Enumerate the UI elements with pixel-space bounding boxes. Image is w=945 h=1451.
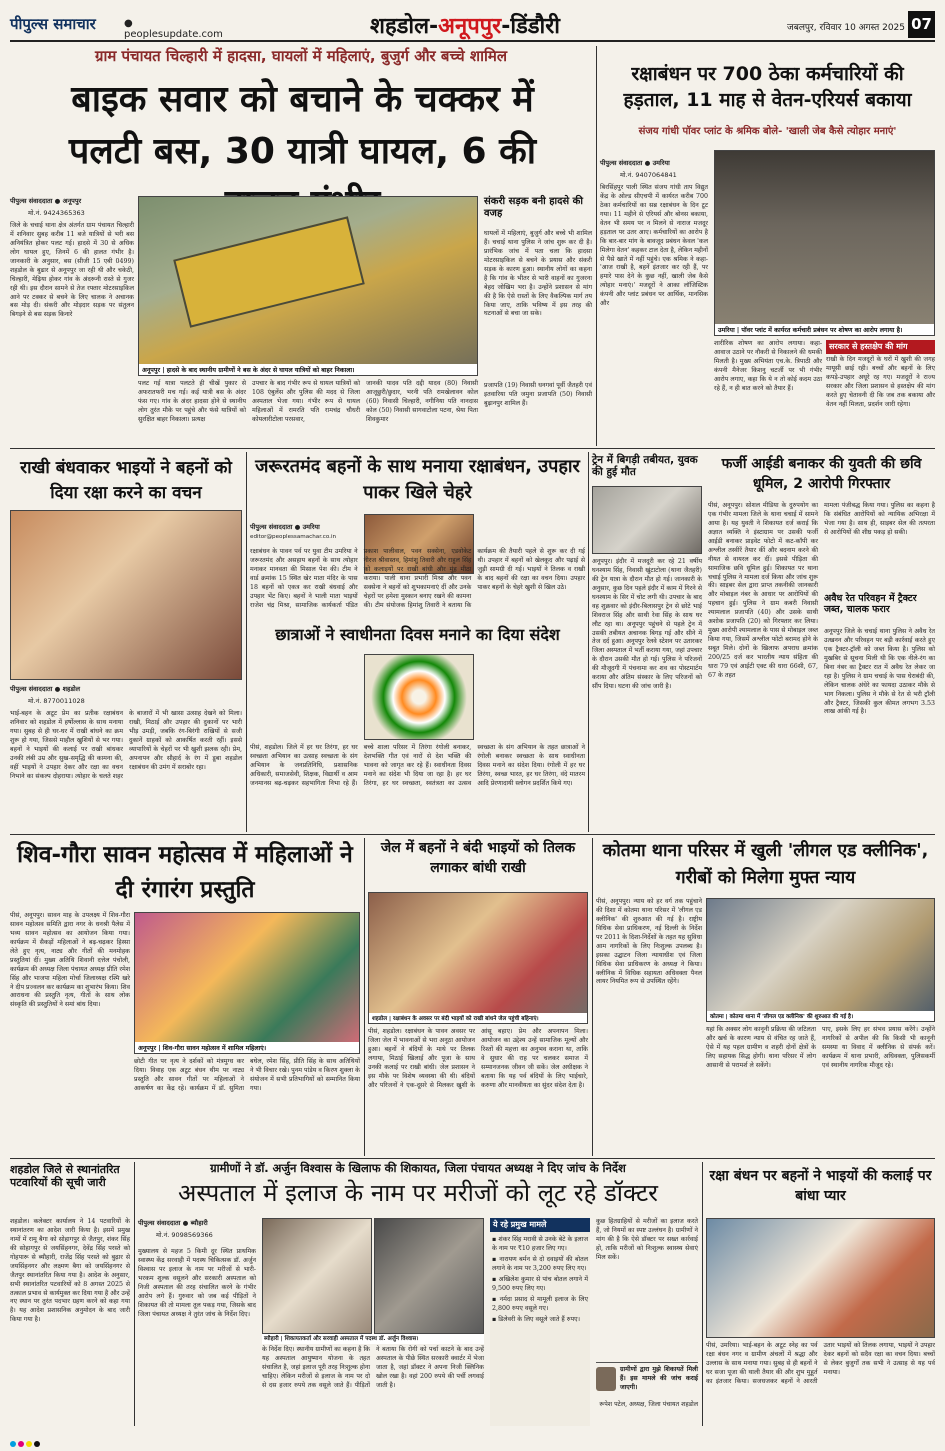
doctor-story xyxy=(138,1162,698,1426)
death-headline: ट्रेन में बिगड़ी तबीयत, युवक की हुई मौत xyxy=(592,454,698,479)
edition-part2: अनूपपुर xyxy=(438,14,502,39)
date-line: जबलपुर, रविवार 10 अगस्त 2025 xyxy=(787,23,905,33)
brand-name: पीपुल्स समाचार xyxy=(10,15,96,33)
students-headline: छात्राओं ने स्वाधीनता दिवस मनाने का दिया संदेश xyxy=(275,625,560,644)
bus-col4: जानकी यादव पति दद्दी यादव (80) निवासी आजूछुरी/छुदार, भरनी पति रामखेलावन कोल (60) निवासी चिल्हारी, नगीनिया पति नानदास कोल (50) निवासी सागवाटोला पटना, श्रेया पिता शिवकुमार xyxy=(366,380,478,423)
doctor-box-list xyxy=(492,1236,588,1426)
strike-deck: संजय गांधी पॉवर प्लांट के श्रमिक बोले- 'खाली जेब कैसे त्योहार मनाएं' xyxy=(638,126,897,137)
tractor-text: अनूपपुर जिले के चचाई थाना पुलिस ने अवैध रेत उत्खनन और परिवहन पर बड़ी कार्रवाई करते हुए एक ट्रैक्टर-ट्रॉली को जब्त किया है। पुलिस को मुखबिर से सूचना मिली थी कि एक नीले-रंग का बिना नंबर का ट्रैक्टर रात में अवैध रेत लेकर जा रहा है। पुलिस ने ग्राम चचाई के पास घेराबंदी की, लेकिन चालक अंधेरे का फायदा उठाकर मौके से भाग निकला। पुलिस ने मौके से रेत से भरी ट्रॉली और ट्रैक्टर, जिसकी कुल कीमत लगभग 3.53 लाख आंकी गई है। xyxy=(824,628,935,716)
patwari-headline: शहडोल जिले से स्थानांतरित पटवारियों की सूची जारी xyxy=(10,1163,120,1189)
doctor-mobile: मो.नं. 9098569366 xyxy=(156,1231,213,1239)
shiv-text: पीसं, अनूपपुर। सावन माह के उपलक्ष्य में शिव-गौरा सावन महोत्सव समिति द्वारा नगर के धनश्री पैलेस में भव्य सावन महोत्सव का आयोजन किया गया। कार्यक्रम में सैकड़ों महिलाओं ने बढ़-चढ़कर हिस्सा लेते हुए नृत्य, नाट्य और गीतों की मनमोहक प्रस्तुतियां दीं। मुख्य अतिथि शिवानी दत्तेल पंचोली, कार्यक्रम की अध्यक्ष जिला पंचायत अध्यक्ष प्रीति रमेश सिंह और भाजपा महिला मोर्चा जिलाध्यक्ष रश्मि खरे ने दीप प्रज्वलन कर कार्यक्रम का शुभारंभ किया। शिव आराधना की प्रस्तुति नृत्य, गीतों के साथ लोक संस्कृति की प्रस्तुतियों ने समां बांध दिया। xyxy=(10,912,130,1009)
shiv-text2: छोटी गीत पर नृत्य ने दर्शकों को मंत्रमुग्ध कर दिया। विवाह एक अटूट बंधन थीम पर नाट्य प्रस्तुति और सावन गीतों पर महिलाओं ने आकर्षण का केंद्र रहे। कार्यक्रम में डॉ. सुमिता बघेल, रमेश सिंह, प्रीति सिंह के साथ अतिथियों ने भी विचार रखे। पुनम पांडेय व किरण शुक्ला के संयोजन में सभी प्रतिभागियों को सम्मानित किया गया। xyxy=(134,1058,360,1092)
doctor-quote-text: ग्रामीणों द्वारा मुझे शिकायतें मिली हैं। इस मामले की जांच कराई जाएगी। xyxy=(620,1366,698,1391)
legal-text3: पाए, इसके लिए हर संभव प्रयास करेंगे। उन्होंने नागरिकों से अपील की कि किसी भी कानूनी समस्या या विवाद में क्लीनिक से संपर्क करें। कार्यक्रम में थाना प्रभारी, अधिवक्ता, पुलिसकर्मी एवं स्थानीय नागरिक मौजूद रहे। xyxy=(822,1026,935,1069)
jail-headline: जेल में बहनों ने बंदी भाइयों को तिलक लगाकर बांधी राखी xyxy=(380,840,576,877)
rakhi-story xyxy=(10,452,242,832)
students-text: पीसं, शहडोल। जिले में हर घर तिरंगा, हर घर स्वच्छता अभियान का उत्साह स्वच्छता के संग अभियान के जनप्रतिनिधि, प्रशासनिक अधिकारी, समाजसेवी, शिक्षक, विद्यार्थी व आम जनमानस बढ़-चढ़कर सहभागिता निभा रहे हैं। बच्चे शाला परिसर में तिरंगा रंगोली बनाकर, देशभक्ति गीत एवं नारों से देश भक्ति की भावना को जागृत कर रहे हैं। स्वाधीनता दिवस मनाने का संदेश भी दिया जा रहा है। हर घर तिरंगा, हर घर स्वच्छता, स्वतंत्रता का उत्सव स्वच्छता के संग अभियान के तहत छात्राओं ने रंगोली बनाकर स्वच्छता के साथ स्वाधीनता दिवस मनाने का संदेश दिया। रंगोली में हर घर तिरंगा, स्वच्छ भारत, हर घर तिरंगा, वंदे मातरम आदि प्रेरणादायी स्लोगन प्रदर्शित किये गए। xyxy=(250,744,585,787)
strike-box-head: सरकार से हस्तक्षेप की मांग xyxy=(826,340,935,354)
rakhi-text: भाई-बहन के अटूट प्रेम का प्रतीक रक्षाबंधन शनिवार को शहडोल में हर्षोल्लास के साथ मनाया गया। सुबह से ही घर-घर में राखी बांधने का क्रम शुरू हो गया, जिससे माहौल खुशियों से भर गया। बहनों ने भाइयों की कलाई पर राखी बांधकर उनकी लंबी उम्र और सुख-समृद्धि की कामना की, वहीं भाइयों ने उपहार देकर और रक्षा का वचन निभाने का संकल्प दोहराया। त्योहार के चलते शहर के बाजारों में भी खासा उत्साह देखने को मिला। राखी, मिठाई और उपहार की दुकानों पर भारी भीड़ उमड़ी, जबकि रंग-बिरंगी राखियों से सजी दुकानें ग्राहकों को आकर्षित करती रहीं। इससे व्यापारियों के चेहरों पर भी खुशी झलक रही। प्रेम, अपनापन और सौहार्द के रंग में डूबा शहडोल रक्षाबंधन की उमंग में सराबोर रहा। xyxy=(10,710,242,780)
sisters-story xyxy=(706,1162,935,1426)
divider xyxy=(10,834,935,835)
needy-headline: जरूरतमंद बहनों के साथ मनाया रक्षाबंधन, उपहार पाकर खिले चेहरे xyxy=(255,456,580,504)
rakhi-byline: पीपुल्स संवाददाता ● शहडोल xyxy=(10,685,81,693)
bus-photo-caption: अनूपपुर | हादसे के बाद स्थानीय ग्रामीणों ने बस के अंदर से घायल यात्रियों को बाहर निकाला। xyxy=(139,364,477,375)
divider xyxy=(10,1158,935,1159)
edition-title xyxy=(370,10,700,40)
patwari-text: शहडोल। कलेक्टर कार्यालय ने 14 पटवारियों के स्थानांतरण का आदेश जारी किया है। इसमें प्रमुख नामों में रामू बैगा को सोहागपुर से जैतपुर, शंकर सिंह की सोहागपुर से जयसिंहनगर, देवेंद्र सिंह परस्ते को गोहपारू से ब्यौहारी, राजेंद्र सिंह परस्ते को बुढ़ार से जयसिंहनगर और लक्ष्मण बैगा को जयसिंहनगर से जैतपुर स्थानांतरित किया गया है। आदेश के अनुसार, सभी स्थानांतरित पटवारियों को 8 अगस्त 2025 से तत्काल प्रभाव से कार्यमुक्त कर दिया गया है और उन्हें नए स्थान पर तुरंत पदभार ग्रहण करने को कहा गया है। यह आदेश प्रशासनिक अनुमोदन के बाद जारी किया गया है। xyxy=(10,1218,130,1324)
strike-col2: शारीरिक शोषण का आरोप लगाया। कहा-आवाज उठाने पर नौकरी से निकालने की धमकी मिलती है। मुख्य अभियंता एच.के. त्रिपाठी और कंपनी मैनेजर किशनु चटर्जी पर भी गंभीर आरोप लगाए, कहा कि ये न तो कोई कदम उठा रहे हैं, न ही बात करने को तैयार हैं। xyxy=(714,340,822,392)
strike-mobile: मो.नं. 9407064841 xyxy=(620,171,677,179)
death-photo xyxy=(592,486,702,554)
fakeid-col1-bottom xyxy=(708,592,818,593)
bus-story xyxy=(10,46,592,446)
death-text: अनूपपुर। इंदौर में मजदूरी कर रहे 21 वर्षीय घनश्याम सिंह, निवासी खुंटाटोला (थाना जैतहरी) की ट्रेन यात्रा के दौरान मौत हो गई। जानकारी के अनुसार, कुछ दिन पहले इंदौर में काम में गिरने से घनश्याम के सिर में चोट लगी थी। उपचार के बाद वह शुक्रवार को इंदौर-बिलासपुर ट्रेन से छोटे भाई शिवराज सिंह और साथी रेवा सिंह के साथ घर लौट रहा था। अनूपपुर पहुंचने से पहले ट्रेन में उसकी तबीयत अचानक बिगड़ गई और सीने में तेज दर्द हुआ। अनूपपुर रेलवे स्टेशन पर उतारकर जिला अस्पताल में भर्ती कराया गया, जहां उपचार के दौरान उसकी मौत हो गई। पुलिस ने परिजनों की मौजूदगी में पंचनामा कर शव का पोस्टमार्टम कराया और अंतिम संस्कार के लिए परिजनों को सौंप दिया। घटना की जांच जारी है। xyxy=(592,558,702,691)
rakhi-photo xyxy=(10,510,242,680)
print-registration-marks xyxy=(10,1432,935,1442)
page-number: 07 xyxy=(908,11,935,38)
legal-photo-caption: कोतमा | कोतमा थाना में 'लीगल एड क्लीनिक' की शुरुआत की गई है। xyxy=(707,1011,934,1021)
sisters-photo xyxy=(706,1218,935,1338)
jail-photo xyxy=(368,892,588,1024)
edition-part3: -डिंडौरी xyxy=(501,14,560,39)
bus-col2: पलट गई यात्रा पलटते ही चीखें पुकार से अफरातफरी मच गई। कई यात्री बस के अंदर फंस गए। गांव के अंदर हादसा होने से स्थानीय लोग तुरंत मौके पर पहुंचे और फंसे यात्रियों को सुरक्षित बाहर निकाला। प्रत्यक्ष xyxy=(138,380,246,423)
sisters-text: पीसं, उमरिया। भाई-बहन के अटूट स्नेह का पर्व रक्षा बंधन नगर व ग्रामीण अंचलों में श्रद्धा और उल्लास के साथ मनाया गया। सुबह से ही बहनों ने घर सजा पूजा की थाली तैयार की और शुभ मुहूर्त का इंतजार किया। सजधजकर बहनों ने आरती उतार भाइयों को तिलक लगाया, भाइयों ने उपहार देकर बहनों को सदैव रक्षा का वचन दिया। बच्चों से लेकर बुजुर्गों तक सभी ने उत्साह से यह पर्व मनाया। xyxy=(706,1342,935,1385)
box-item: ▪ शंकर सिंह मरावी से उनके बेटे के इलाज के नाम पर ₹10 हजार लिए गए। xyxy=(492,1236,588,1252)
doctor-text3: कुछ हितग्राहियों से मरीजों का इलाज करते हैं, जो नियमों का स्पष्ट उल्लंघन है। ग्रामीणों ने मांग की है कि ऐसे डॉक्टर पर सख्त कार्रवाई हो, ताकि मरीजों को निःशुल्क स्वास्थ्य सेवाएं मिल सकें। xyxy=(596,1218,698,1261)
website-text: peoplesupdate.com xyxy=(124,29,223,40)
needy-story xyxy=(250,452,585,624)
doctor-photo-caption: ब्यौहारी | शिकायतकर्ता और सरवाही अस्पताल में पदस्थ डॉ. अर्जुन विश्वास। xyxy=(264,1336,419,1342)
website-link[interactable] xyxy=(124,18,234,40)
box-item-text: नारायण बर्मन से दो दवाइयों की बोतल लगाने के नाम पर 3,200 रुपए लिए गए। xyxy=(492,1255,588,1272)
bus-side-text2: प्रजापति (19) निवासी धनगवां पूर्वी जैतहरी एवं इतवारिया पति जमुना प्रजापति (50) निवासी बुढ़ानपुर शामिल हैं। xyxy=(484,382,592,407)
bus-photo xyxy=(138,196,478,376)
black-dot-icon xyxy=(34,1441,40,1447)
divider xyxy=(134,1162,135,1426)
strike-photo xyxy=(714,150,935,336)
bus-col3: उपचार के बाद गंभीर रूप से घायल यात्रियों को 108 एंबुलेंस और पुलिस की मदद से जिला अस्पताल भेजा गया। गंभीर रूप से घायल महिलाओं में रामरति पति रामचंद्र चौधरी कोयलारीटोला परसवार, xyxy=(252,380,360,423)
bus-byline: पीपुल्स संवाददाता ● अनूपपुर xyxy=(10,197,82,205)
legal-text: पीसं, अनूपपुर। न्याय को हर वर्ग तक पहुंचाने की दिशा में कोतमा थाना परिसर में 'लीगल एड क्लीनिक' की शुरुआत की गई है। राष्ट्रीय विधिक सेवा प्राधिकरण, नई दिल्ली के निर्देश पर 2011 के दिशा-निर्देशों के तहत यह सुविधा आम नागरिकों के लिए निःशुल्क उपलब्ध है। इसका उद्घाटन जिला न्यायाधीश एवं जिला विधिक सेवा प्राधिकरण के अध्यक्ष ने किया। क्लीनिक में विधिक सहायता अधिवक्ता पैनल लायर नियमित रूप से उपस्थित रहेंगे। xyxy=(596,898,702,986)
doctor-text: मुख्यालय से महज 5 किमी दूर स्थित प्राथमिक स्वास्थ्य केंद्र सरवाही में पदस्थ चिकित्सक डॉ. अर्जुन विश्वास पर इलाज के नाम पर मरीजों से भारी-भरकम शुल्क वसूलने और सरकारी अस्पताल को निजी अस्पताल की तरह संचालित करने के गंभीर आरोप लगे हैं। गुरुवार को जब कई पीड़ितों ने शिकायत की तो मामला तूल पकड़ गया, जिसके बाद जिला पंचायत अध्यक्ष ने तुरंत जांच के निर्देश दिए। xyxy=(138,1248,256,1318)
rakhi-mobile: मो.नं. 8770011028 xyxy=(28,697,85,705)
bus-shape xyxy=(173,216,365,327)
jail-story xyxy=(368,838,588,1156)
doctor-byline: पीपुल्स संवाददाता ● ब्यौहारी xyxy=(138,1219,208,1227)
doctor-text2: के निर्देश दिए। स्थानीय ग्रामीणों का कहना है कि यह अस्पताल आयुष्मान योजना के तहत संचालित है, जहां इलाज पूरी तरह निःशुल्क होना चाहिए। लेकिन मरीजों से इलाज के नाम पर दो से दस हजार रुपये तक वसूले जाते हैं। पीड़ितों ने बताया कि रोगी को पर्चा काटने के बाद उन्हें अस्पताल के पीछे स्थित सरकारी क्वार्टर में भेजा जाता है, जहां डॉक्टर ने अपना निजी क्लिनिक खोल रखा है। वहां 200 रुपये की पर्ची लगवाई जाती है। xyxy=(262,1346,484,1389)
bus-headline: बाइक सवार को बचाने के चक्कर में पलटी बस, 30 यात्री घायल, 6 की xyxy=(68,79,537,173)
box-item: ▪ डिलेवरी के लिए वसूले जाते हैं रुपए। xyxy=(492,1315,580,1323)
jail-photo-caption: शहडोल | रक्षाबंधन के अवसर पर बंदी भाइयों को राखी बांधने जेल पहुंची बहिनाएं। xyxy=(369,1013,587,1023)
rakhi-headline: राखी बंधवाकर भाइयों ने बहनों को दिया रक्षा करने का वचन xyxy=(20,458,232,503)
brand-logo xyxy=(10,14,122,36)
divider xyxy=(592,838,593,1156)
doctor-kicker: ग्रामीणों ने डॉ. अर्जुन विश्वास के खिलाफ की शिकायत, जिला पंचायत अध्यक्ष ने दिए जांच के निर्देश xyxy=(210,1161,626,1175)
bus-col1: जिले के चचाई थाना क्षेत्र अंतर्गत ग्राम पंचायत चिल्हारी में शनिवार सुबह करीब 11 बजे यात्रियों से भरी बस अनियंत्रित होकर पलट गई। हादसे में 30 से अधिक लोग घायल हुए, जिनमें 6 की हालत गंभीर है। जानकारी के अनुसार, बस (सीजी 15 एबी 0499) शहडोल के बुढार से अनूपपुर जा रही थी और चकेठी, चिल्हारी, मेढ़िया होकर गांव के अंदरूनी रास्ते से गुजर रही थी। इस दौरान सामने से तेज रफ्तार मोटरसाइकिल आने पर टक्कर से बचने के लिए चालक ने अचानक बस मोड़ दी। संकरी और मोड़दार सड़क पर संतुलन बिगड़ने से बस सड़क किनारे xyxy=(10,222,134,319)
strike-box-text: राखी के दिन मजदूरों के घरों में खुशी की जगह मायूसी छाई रही। बच्चों और बहनों के लिए कपड़े-उपहार अधूरे रह गए। मजदूरों ने राज्य सरकार और जिला प्रशासन से हस्तक्षेप की मांग करते हुए चेतावनी दी कि जब तक बकाया और वेतन नहीं मिलता, प्रदर्शन जारी रहेगा। xyxy=(826,356,935,408)
divider xyxy=(246,452,247,832)
doctor-box-head: ये रहे प्रमुख मामले xyxy=(490,1218,590,1232)
patwari-story xyxy=(10,1162,130,1426)
divider xyxy=(588,452,589,832)
doctor-box xyxy=(490,1218,590,1426)
strike-photo-caption: उमरिया | पॉवर प्लांट में कार्यरत कर्मचारी प्रबंधन पर शोषण का आरोप लगाया है। xyxy=(715,324,934,335)
strike-col1: बिरसिंहपुर पाली स्थित संजय गांधी ताप विद्युत केंद्र के ओल्ड सीएचपी में कार्यरत करीब 700 ठेका कर्मचारियों का सब्र रक्षाबंधन के दिन टूट गया। 11 महीने से एरियर्स और बोनस बकाया, वेतन भी समय पर न मिलने से नाराज मजदूर हड़ताल पर उतर आए। कर्मचारियों का आरोप है कि बार-बार मांग के बावजूद प्रबंधन केवल 'कल मिलेगा वेतन' कहकर टाल देता है, लेकिन महीनों से पैसे खाते में नहीं पहुंचे। एक श्रमिक ने कहा-'आज राखी है, बहनें इंतजार कर रही हैं, पर हमारे पास देने के कुछ नहीं, खाली जेब कैसे त्योहार मनाएं।' मजदूरों ने आका लॉजिस्टिक कंपनी और प्लांट प्रबंधन पर आर्थिक, मानसिक और xyxy=(600,184,708,308)
legal-text2: यहां कि अक्सर लोग कानूनी प्रक्रिया की जटिलता और खर्च के कारण न्याय से वंचित रह जाते हैं, ऐसे में यह पहल ग्रामीण व शहरी दोनों क्षेत्रों के लिए सहायक सिद्ध होगी। थाना परिसर में लोग आसानी से परामर्श ले सकेंगे। xyxy=(706,1026,816,1069)
yellow-dot-icon xyxy=(26,1441,32,1447)
jail-text: पीसं, शहडोल। रक्षाबंधन के पावन अवसर पर जिला जेल में भावनाओं से भरा अनूठा आयोजन हुआ। बहनों ने बंदियों के माथे पर तिलक लगाया, मिठाई खिलाई और पूजा के साथ उनकी कलाई पर राखी बांधी। जेल प्रशासन ने इस मौके पर विशेष व्यवस्था की थी। बंदियों और परिजनों ने एक-दूसरे से मिलकर खुशी के आंसू बहाए। प्रेम और अपनापन मिला। आयोजन का उद्देश्य उन्हें सामाजिक मूल्यों और रिश्तों की महत्ता का अनुभव कराना था, ताकि वे सुधार की राह पर चलकर समाज में सम्मानजनक जीवन जी सकें। जेल अधीक्षक ने बताया कि यह पर्व बंदियों के लिए भाईचारे, करुणा और मानवीयता का सुंदर संदेश देता है। xyxy=(368,1028,588,1089)
students-story xyxy=(250,626,585,832)
bus-mobile: मो.नं. 9424365363 xyxy=(28,209,85,217)
rangoli-photo xyxy=(364,654,474,740)
doctor-quote-by: रूपेश पटेल, अध्यक्ष, जिला पंचायत शहडोल xyxy=(599,1401,698,1408)
death-story xyxy=(592,452,702,832)
doctor-headline: अस्पताल में इलाज के नाम पर मरीजों को लूट रहे डॉक्टर xyxy=(178,1179,658,1207)
doctor-photo-1 xyxy=(262,1218,372,1334)
box-item: ▪ नारायण बर्मन से दो दवाइयों की बोतल लगाने के नाम पर 3,200 रुपए लिए गए। xyxy=(492,1255,588,1272)
doctor-photo-caption-bar xyxy=(262,1334,484,1344)
box-item-text: शंकर सिंह मरावी से उनके बेटे के इलाज के नाम पर ₹10 हजार लिए गए। xyxy=(492,1236,588,1252)
box-item: ▪ अखिलेश कुमार से पांच बोतल लगाने में 9,500 रुपए लिए गए। xyxy=(492,1275,588,1292)
divider xyxy=(364,838,365,1156)
fakeid-text2: मामला पंजीबद्ध किया गया। पुलिस का कहना है कि संबंधित आरोपियों को न्यायिक अभिरक्षा में भेजा गया है। साथ ही, साइबर सेल की तत्परता से आरोपियों की शीघ्र पकड़ हो सकी। xyxy=(824,502,935,536)
shiv-headline: शिव-गौरा सावन महोत्सव में महिलाओं ने दी रंगारंग प्रस्तुति xyxy=(17,842,353,903)
box-item: ▪ नर्मदा प्रसाद से मामूली इलाज के लिए 2,800 रुपए वसूले गए। xyxy=(492,1295,588,1312)
tractor-headline: अवैध रेत परिवहन में ट्रैक्टर जब्त, चालक फरार xyxy=(824,593,917,615)
magenta-dot-icon xyxy=(18,1441,24,1447)
legal-story xyxy=(596,838,935,1156)
bus-kicker: ग्राम पंचायत चिल्हारी में हादसा, घायलों में महिलाएं, बुजुर्ग और बच्चे शामिल xyxy=(94,47,507,65)
shiv-story xyxy=(10,838,360,1156)
box-item-text: अखिलेश कुमार से पांच बोतल लगाने में 9,500 रुपए लिए गए। xyxy=(492,1275,588,1292)
bus-side-head: संकरी सड़क बनी हादसे की वजह xyxy=(484,196,583,219)
edition-part1: शहडोल- xyxy=(370,14,439,39)
fakeid-headline: फर्जी आईडी बनाकर की युवती की छवि धूमिल, 2 आरोपी गिरफ्तार xyxy=(721,456,922,493)
strike-box xyxy=(826,340,935,446)
tractor-story xyxy=(824,594,935,832)
doctor-photo-2 xyxy=(374,1218,484,1334)
divider xyxy=(702,1162,703,1426)
shiv-photo xyxy=(134,912,360,1054)
needy-email: editor@peoplessamachar.co.in xyxy=(250,534,337,540)
fakeid-text: पीसं, अनूपपुर। सोशल मीडिया के दुरुपयोग का एक गंभीर मामला जिले के थाना चचाई में सामने आया है। यह युवती ने शिकायत दर्ज कराई कि अज्ञात व्यक्ति ने इंस्टाग्राम पर उसकी फर्जी आईडी बनाकर प्राइवेट फोटो में कट-कॉपी कर अश्लील तस्वीरें तैयार कीं और बदनाम करने की नीयत से वायरल कर दीं। इससे पीड़िता की सामाजिक छवि धूमिल हुई। शिकायत पर थाना चचाई पुलिस ने मामला दर्ज किया और जांच शुरू की। साइबर सेल द्वारा प्राप्त तकनीकी जानकारी और मोबाइल नंबर के आधार पर आरोपियों की पहचान हुई। पुलिस ने ग्राम कबरी निवासी श्यामलाल प्रजापति (40) और उसके साथी अशोक प्रजापति (20) को गिरफ्तार कर लिया। मुख्य आरोपी श्यामलाल के पास से मोबाइल जब्त किया गया, जिसमें अश्लील फोटो बरामद होने के सबूत मिले। दोनों के खिलाफ अपराध क्रमांक 200/25 दर्ज कर भारतीय न्याय संहिता की धारा 79 एवं आईटी एक्ट की धारा 66सी, 67, 67 के तहत xyxy=(708,502,818,679)
legal-headline: कोतमा थाना परिसर में खुली 'लीगल एड क्लीनिक', गरीबों को मिलेगा मुफ्त न्याय xyxy=(602,841,929,889)
strike-byline: पीपुल्स संवाददाता ● उमरिया xyxy=(600,159,670,167)
strike-headline: रक्षाबंधन पर 700 ठेका कर्मचारियों की हड़ताल, 11 माह से वेतन-एरियर्स बकाया xyxy=(623,63,912,111)
box-item-text: नर्मदा प्रसाद से मामूली इलाज के लिए 2,800 रुपए वसूले गए। xyxy=(492,1295,588,1312)
bus-side-text: घायलों में महिलाएं, बुजुर्ग और बच्चे भी शामिल हैं। चचाई थाना पुलिस ने जांच शुरू कर दी है। प्रारंभिक जांच में पता चला कि हादसा मोटरसाइकिल से बचने के प्रयास और संकरी सड़क के कारण हुआ। स्थानीय लोगों का कहना है कि गांव के भीतर से भारी वाहनों का गुजरना बेहद जोखिम भरा है। उन्होंने प्रशासन से मांग की है कि ऐसे रास्तों के लिए वैकल्पिक मार्ग तय किया जाए, ताकि भविष्य में इस तरह की घटनाओं से बचा जा सके। xyxy=(484,230,592,318)
quote-avatar xyxy=(596,1367,616,1391)
globe-icon: ● xyxy=(124,18,133,29)
sisters-headline: रक्षा बंधन पर बहनों ने भाइयों की कलाई पर बांधा प्यार xyxy=(709,1168,932,1205)
masthead xyxy=(10,10,935,42)
divider xyxy=(596,46,597,446)
box-item-text: डिलेवरी के लिए वसूले जाते हैं रुपए। xyxy=(498,1315,580,1323)
strike-story xyxy=(600,46,935,446)
needy-text: रक्षाबंधन के पावन पर्व पर युवा टीम उमरिया ने जरूरतमंद और असहाय बहनों के साथ त्योहार मनाकर मानवता की मिसाल पेश की। टीम ने वार्ड क्रमांक 15 स्थित खेर माता मंदिर के पास 18 बहनों को एकत्र कर राखी बंधवाई और उपहार भेंट किए। बहनों ने भाली माता भाइयों राजेश चंद्र मिश्रा, सामाजिक कार्यकर्ता पंडित प्रकाश पालीवाल, पवन सक्सेना, एडवोकेट नीरज श्रीवास्तव, हिमांशु तिवारी और राहुल सिंह को कलाइयों पर राखी बांधी और मुंह मीठा कराया। पाली थाना प्रभारी मिश्रा और पवन सक्सेना ने बहनों को शुभकामनाएं दीं और उनके चेहरों पर हमेशा मुस्कान बनाए रखने की कामना की। टीम संयोजक हिमांशु तिवारी ने बताया कि कार्यक्रम की तैयारी पहले से शुरू कर दी गई थी। उपहार में बहनों को खेलकूद और पढ़ाई से जुड़ी सामग्री दी गई। भाइयों ने तिलक व राखी के बाद बहनों की रक्षा का वचन दिया। उपहार पाकर बहनों के चेहरे खुशी से खिल उठे। xyxy=(250,548,585,609)
doctor-quote xyxy=(596,1362,698,1426)
cyan-dot-icon xyxy=(10,1441,16,1447)
shiv-photo-caption: अनूपपुर | शिव-गौरा सावन महोत्सव में शामिल महिलाएं। xyxy=(135,1042,359,1053)
needy-byline: पीपुल्स संवाददाता ● उमरिया xyxy=(250,523,320,531)
legal-photo xyxy=(706,898,935,1022)
divider xyxy=(10,448,935,449)
